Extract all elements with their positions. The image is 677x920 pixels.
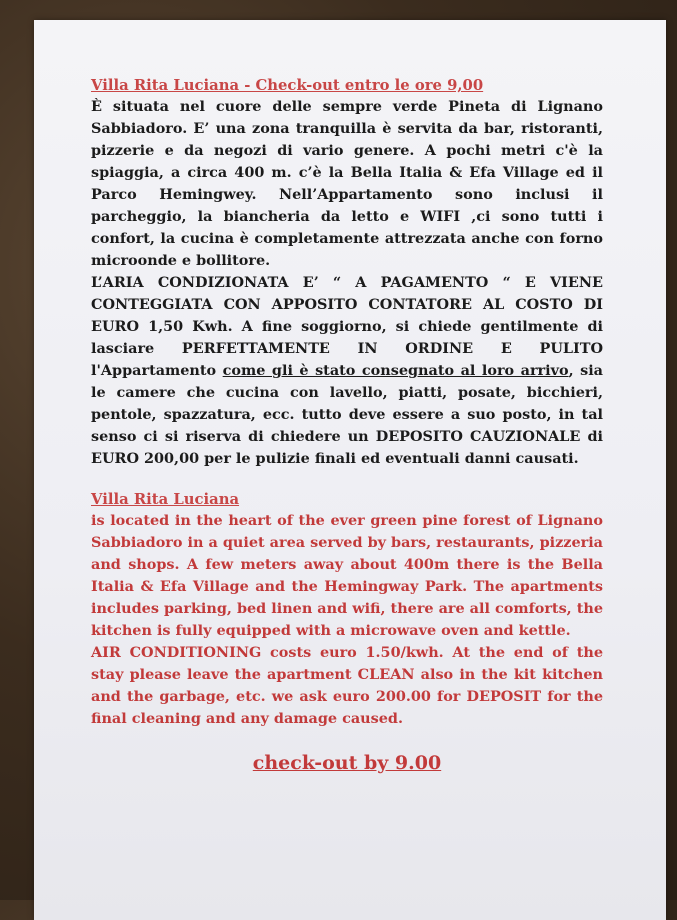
spacer bbox=[91, 470, 603, 490]
italian-underlined-phrase: come gli è stato consegnato al loro arrivo bbox=[222, 362, 569, 379]
italian-paragraph-1: È situata nel cuore delle sempre verde Pineta di Lignano Sabbiadoro. E’ una zona tranquilla è servita da bar, ristoranti, pizzerie e da negozi di vario genere. A pochi metri c'è la spiaggia, a circa 400 m. c’è la Bella Italia & Efa Village ed il Parco Hemingwey. Nell’Appartamento sono inclusi il parcheggio, la biancheria da letto e WIFI ,ci sono tutti i confort, la cucina è completamente attrezzata anche con forno microonde e bollitore. bbox=[91, 98, 603, 269]
italian-paragraph-2-end: , sia le camere che cucina con lavello, piatti, posate, bicchieri, pentole, spazzatura, ecc. tutto deve essere a suo posto, in tal senso ci si riserva di chiedere un DEPOSITO CAUZIONALE di EURO 200,00 per le pulizie finali ed eventuali danni causati. bbox=[91, 362, 603, 467]
english-paragraph-2: AIR CONDITIONING costs euro 1.50/kwh. At the end of the stay please leave the apartment CLEAN also in the kit kitchen and the garbage, etc. we ask euro 200.00 for DEPOSIT for the final cleaning and any damage caused. bbox=[91, 644, 603, 727]
notice-content bbox=[91, 76, 603, 774]
paper-sheet bbox=[34, 20, 666, 920]
italian-heading: Villa Rita Luciana - Check-out entro le ore 9,00 bbox=[91, 77, 484, 94]
english-heading: Villa Rita Luciana bbox=[91, 491, 240, 508]
italian-paragraph-2 bbox=[91, 272, 603, 470]
english-paragraph-1: is located in the heart of the ever green pine forest of Lignano Sabbiadoro in a quiet area served by bars, restaurants, pizzeria and shops. A few meters away about 400m there is the Bella Italia & Efa Village and the Hemingway Park. The apartments includes parking, bed linen and wifi, there are all comforts, the kitchen is fully equipped with a microwave oven and kettle. bbox=[91, 512, 603, 639]
checkout-footer: check-out by 9.00 bbox=[252, 752, 442, 774]
italian-paragraph-2-start: L’ARIA CONDIZIONATA E’ “ A PAGAMENTO “ E VIENE CONTEGGIATA CON APPOSITO CONTATORE AL COSTO DI EURO 1,50 Kwh. A fine soggiorno, si chiede gentilmente di lasciare PERFETTAMENTE IN ORDINE E PULITO l'Appartamento bbox=[91, 274, 603, 379]
